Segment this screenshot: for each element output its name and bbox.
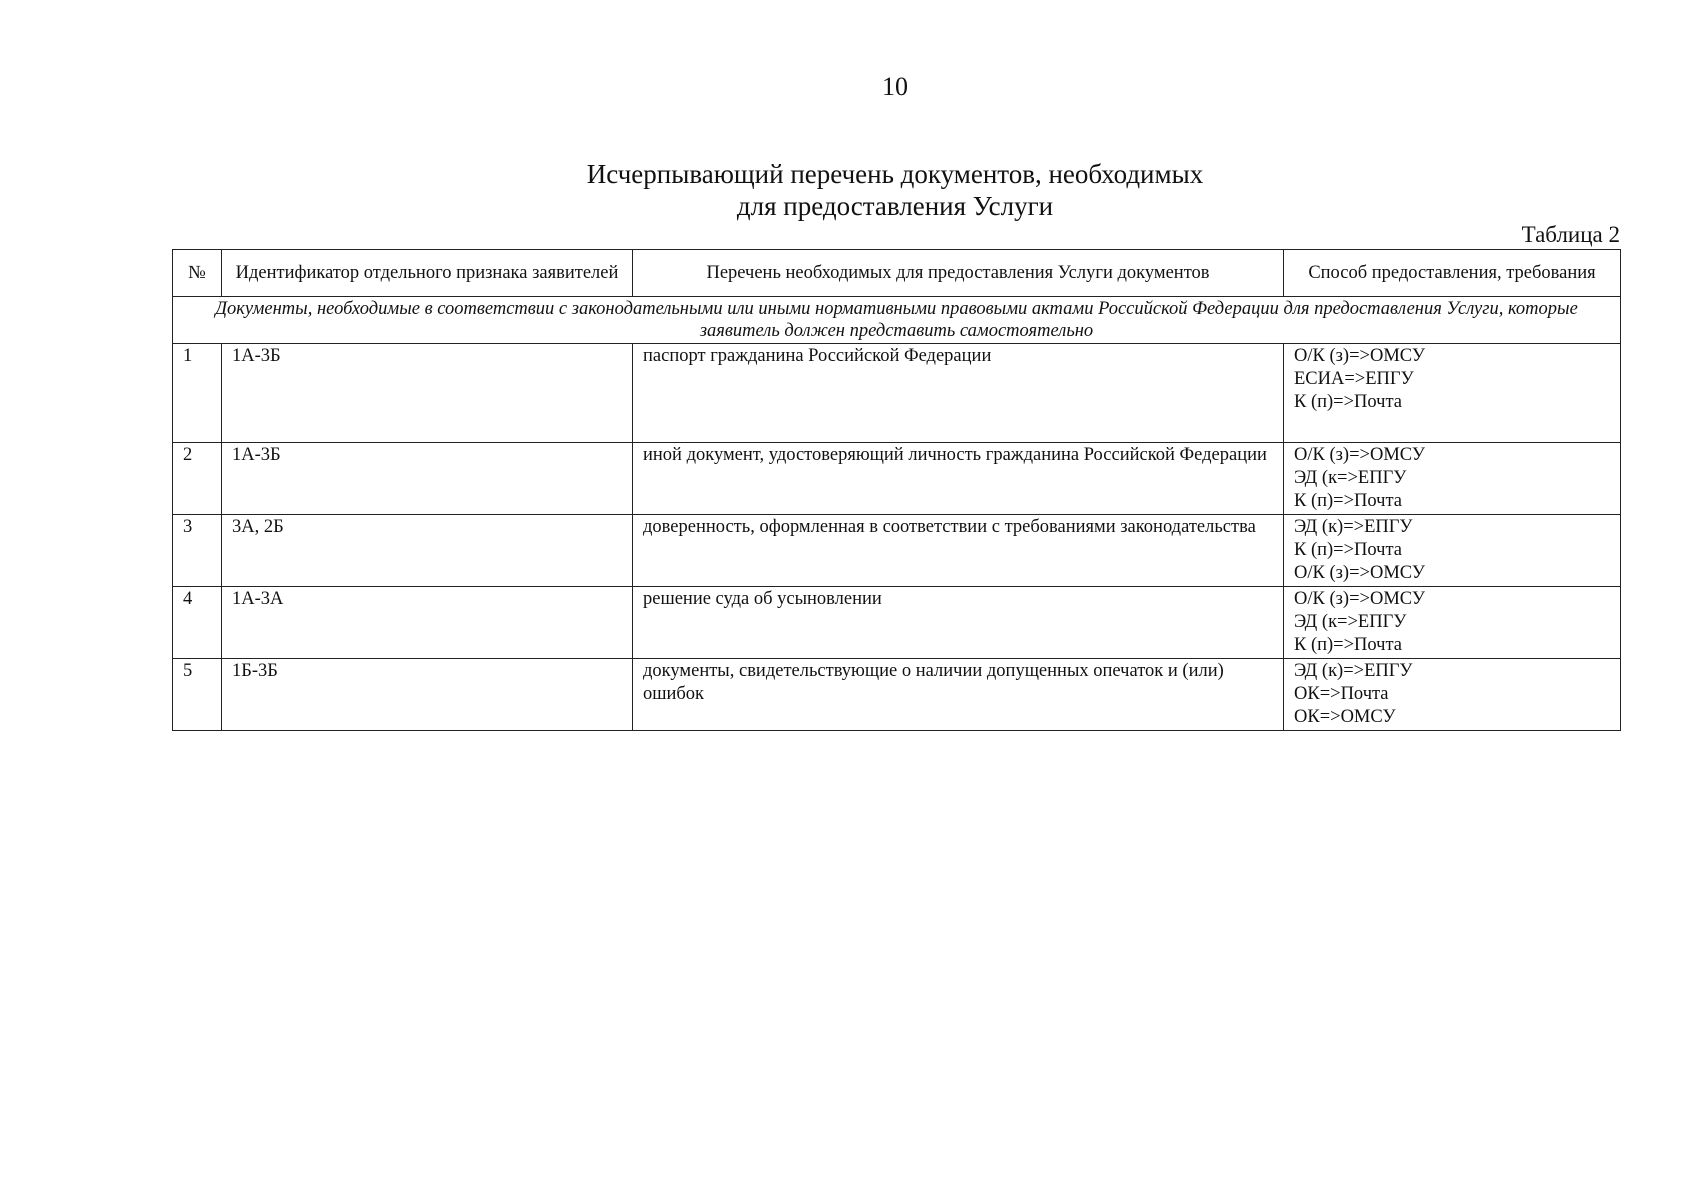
row-methods	[1284, 344, 1621, 443]
row-identifier: 1Б-3Б	[222, 659, 633, 731]
documents-table	[172, 249, 1621, 731]
header-documents: Перечень необходимых для предоставления Услуги документов	[633, 250, 1284, 297]
row-number: 1	[173, 344, 222, 443]
method-item: ЭД (к=>ЕПГУ	[1294, 468, 1407, 488]
method-item: О/К (з)=>ОМСУ	[1294, 346, 1425, 366]
row-document: решение суда об усыновлении	[633, 587, 1284, 659]
row-identifier: 3А, 2Б	[222, 515, 633, 587]
table-label: Таблица 2	[1521, 222, 1620, 247]
page-number: 10	[882, 72, 908, 101]
method-item: К (п)=>Почта	[1294, 491, 1403, 511]
row-number: 5	[173, 659, 222, 731]
row-methods	[1284, 443, 1621, 515]
section-caption: Документы, необходимые в соответствии с законодательными или иными нормативными правовыми актами Российской Федерации для предоставления Услуги, которые заявитель должен представить самостоятельно	[173, 297, 1621, 344]
row-number: 4	[173, 587, 222, 659]
table-row	[173, 443, 1621, 515]
method-item: ЭД (к)=>ЕПГУ	[1294, 517, 1413, 537]
row-methods	[1284, 515, 1621, 587]
method-item: О/К (з)=>ОМСУ	[1294, 445, 1425, 465]
method-item: ОК=>ОМСУ	[1294, 707, 1396, 727]
document-title-line-2: для предоставления Услуги	[736, 191, 1054, 221]
method-item: ЕСИА=>ЕПГУ	[1294, 369, 1414, 389]
row-document: документы, свидетельствующие о наличии допущенных опечаток и (или) ошибок	[633, 659, 1284, 731]
method-item: К (п)=>Почта	[1294, 635, 1403, 655]
method-item: О/К (з)=>ОМСУ	[1294, 563, 1425, 583]
row-identifier: 1А-3Б	[222, 344, 633, 443]
table-header-row	[173, 250, 1621, 297]
row-identifier: 1А-3А	[222, 587, 633, 659]
section-row	[173, 297, 1621, 344]
row-number: 2	[173, 443, 222, 515]
method-item: К (п)=>Почта	[1294, 540, 1403, 560]
table-row	[173, 659, 1621, 731]
method-item: О/К (з)=>ОМСУ	[1294, 589, 1425, 609]
header-number: №	[173, 250, 222, 297]
row-document: паспорт гражданина Российской Федерации	[633, 344, 1284, 443]
row-number: 3	[173, 515, 222, 587]
row-document: доверенность, оформленная в соответствии с требованиями законодательства	[633, 515, 1284, 587]
row-document: иной документ, удостоверяющий личность гражданина Российской Федерации	[633, 443, 1284, 515]
table-row	[173, 587, 1621, 659]
method-item: ЭД (к=>ЕПГУ	[1294, 612, 1407, 632]
document-title	[0, 158, 1698, 222]
row-methods	[1284, 659, 1621, 731]
method-item: К (п)=>Почта	[1294, 392, 1403, 412]
row-methods	[1284, 587, 1621, 659]
document-title-line-1: Исчерпывающий перечень документов, необходимых	[586, 159, 1204, 189]
table-row	[173, 344, 1621, 443]
header-identifier: Идентификатор отдельного признака заявителей	[222, 250, 633, 297]
table-row	[173, 515, 1621, 587]
row-identifier: 1А-3Б	[222, 443, 633, 515]
method-item: ОК=>Почта	[1294, 684, 1389, 704]
method-item: ЭД (к)=>ЕПГУ	[1294, 661, 1413, 681]
header-method: Способ предоставления, требования	[1284, 250, 1621, 297]
